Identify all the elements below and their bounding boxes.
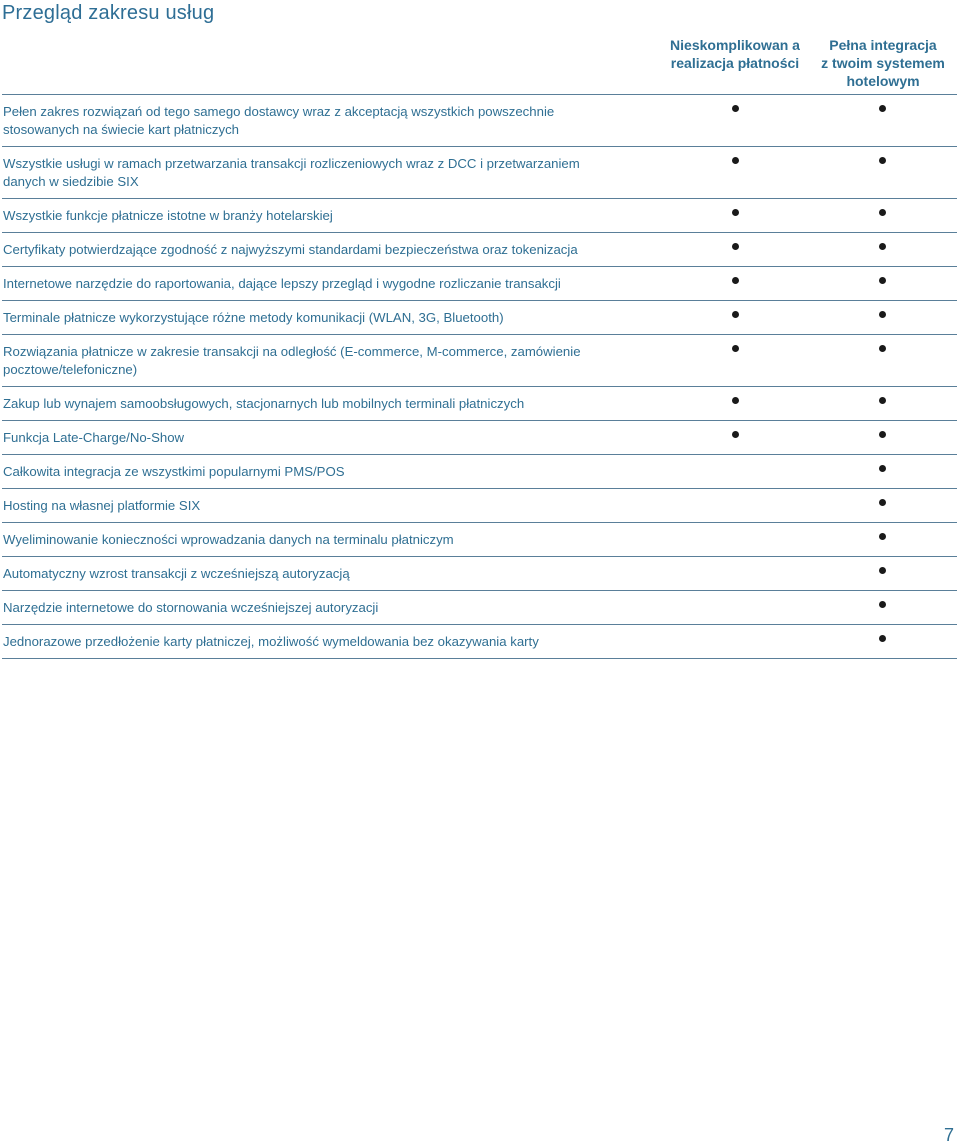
page-title: Przegląd zakresu usług <box>2 2 215 24</box>
feature-label: Narzędzie internetowe do stornowania wcześniejszej autoryzacji <box>3 600 379 615</box>
column-header-full-integration: Pełna integracja z twoim systemem hotelowym <box>821 37 945 89</box>
table-row <box>2 625 957 659</box>
check-bullet-icon <box>879 157 886 164</box>
feature-label: Wyeliminowanie konieczności wprowadzania danych na terminalu płatniczym <box>3 532 454 547</box>
feature-label: Całkowita integracja ze wszystkimi popularnymi PMS/POS <box>3 464 345 479</box>
table-row <box>2 199 957 233</box>
check-bullet-icon <box>879 243 886 250</box>
feature-label: Internetowe narzędzie do raportowania, dające lepszy przegląd i wygodne rozliczanie transakcji <box>3 276 561 291</box>
check-bullet-icon <box>732 431 739 438</box>
check-bullet-icon <box>879 567 886 574</box>
feature-label: Wszystkie funkcje płatnicze istotne w branży hotelarskiej <box>3 208 333 223</box>
table-row <box>2 147 957 199</box>
table-row <box>2 95 957 147</box>
check-bullet-icon <box>879 635 886 642</box>
check-bullet-icon <box>732 345 739 352</box>
feature-label: Zakup lub wynajem samoobsługowych, stacjonarnych lub mobilnych terminali płatniczych <box>3 396 525 411</box>
table-row <box>2 267 957 301</box>
check-bullet-icon <box>879 431 886 438</box>
feature-label: Terminale płatnicze wykorzystujące różne metody komunikacji (WLAN, 3G, Bluetooth) <box>3 310 504 325</box>
check-bullet-icon <box>879 397 886 404</box>
check-bullet-icon <box>879 209 886 216</box>
table-row <box>2 233 957 267</box>
feature-label: Rozwiązania płatnicze w zakresie transakcji na odległość (E-commerce, M-commerce, zamówienie pocztowe/telefoniczne) <box>3 344 581 377</box>
table-row <box>2 591 957 625</box>
feature-label: Jednorazowe przedłożenie karty płatniczej, możliwość wymeldowania bez okazywania karty <box>3 634 539 649</box>
page-number: 7 <box>943 1125 954 1145</box>
check-bullet-icon <box>879 277 886 284</box>
column-header-simple-payment: Nieskomplikowan a realizacja płatności <box>670 37 800 71</box>
table-row <box>2 421 957 455</box>
table-row <box>2 335 957 387</box>
check-bullet-icon <box>732 105 739 112</box>
check-bullet-icon <box>879 601 886 608</box>
feature-label: Automatyczny wzrost transakcji z wcześniejszą autoryzacją <box>3 566 350 581</box>
check-bullet-icon <box>732 311 739 318</box>
check-bullet-icon <box>879 499 886 506</box>
check-bullet-icon <box>732 397 739 404</box>
check-bullet-icon <box>879 105 886 112</box>
check-bullet-icon <box>732 209 739 216</box>
check-bullet-icon <box>732 157 739 164</box>
table-row <box>2 301 957 335</box>
check-bullet-icon <box>879 465 886 472</box>
feature-label: Hosting na własnej platformie SIX <box>3 498 201 513</box>
check-bullet-icon <box>879 311 886 318</box>
table-row <box>2 455 957 489</box>
table-row <box>2 557 957 591</box>
check-bullet-icon <box>879 533 886 540</box>
feature-label: Certyfikaty potwierdzające zgodność z najwyższymi standardami bezpieczeństwa oraz tokenizacja <box>3 242 578 257</box>
check-bullet-icon <box>879 345 886 352</box>
feature-label: Pełen zakres rozwiązań od tego samego dostawcy wraz z akceptacją wszystkich powszechnie stosowanych na świecie kart płatniczych <box>3 104 555 137</box>
table-row <box>2 523 957 557</box>
table-row <box>2 387 957 421</box>
table-row <box>2 489 957 523</box>
feature-table <box>2 95 957 659</box>
check-bullet-icon <box>732 243 739 250</box>
check-bullet-icon <box>732 277 739 284</box>
feature-label: Wszystkie usługi w ramach przetwarzania transakcji rozliczeniowych wraz z DCC i przetwarzaniem danych w siedzibie SIX <box>3 156 580 189</box>
feature-label: Funkcja Late-Charge/No-Show <box>3 430 185 445</box>
